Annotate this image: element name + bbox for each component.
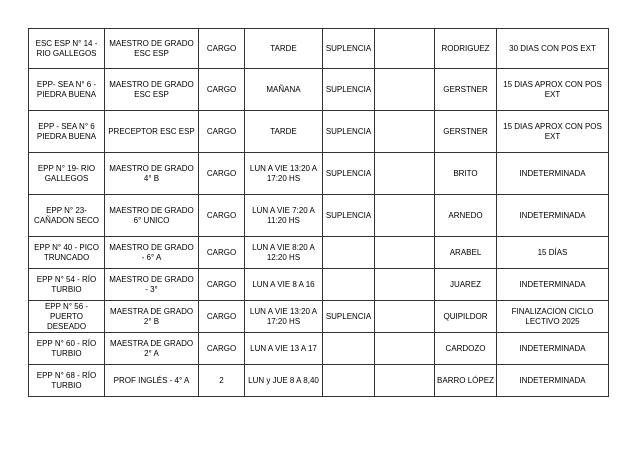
table-row — [29, 29, 609, 69]
cell-blank — [375, 301, 435, 333]
table-row — [29, 365, 609, 397]
cell-status: SUPLENCIA — [323, 29, 375, 69]
cell-schedule: LUN A VIE 8 A 16 — [245, 269, 323, 301]
cell-status: SUPLENCIA — [323, 153, 375, 195]
cell-status: SUPLENCIA — [323, 301, 375, 333]
cell-school: EPP N° 23- CAÑADON SECO — [29, 195, 105, 237]
cell-school: EPP N° 68 - RÍO TURBIO — [29, 365, 105, 397]
cell-position: MAESTRO DE GRADO 4° B — [105, 153, 199, 195]
cell-schedule: LUN A VIE 7:20 A 11:20 HS — [245, 195, 323, 237]
cell-position: PRECEPTOR ESC ESP — [105, 111, 199, 153]
cell-surname: BRITO — [435, 153, 497, 195]
cell-duration: INDETERMINADA — [497, 153, 609, 195]
cell-blank — [375, 195, 435, 237]
table-row — [29, 237, 609, 269]
cell-duration: 15 DIAS APROX CON POS EXT — [497, 69, 609, 111]
cell-surname: ARNEDO — [435, 195, 497, 237]
table-row — [29, 111, 609, 153]
cell-school: EPP N° 60 - RÍO TURBIO — [29, 333, 105, 365]
cell-duration: 15 DÍAS — [497, 237, 609, 269]
cell-type: CARGO — [199, 153, 245, 195]
cell-schedule: LUN A VIE 13:20 A 17:20 HS — [245, 153, 323, 195]
cell-blank — [375, 333, 435, 365]
cell-school: EPP N° 54 - RÍO TURBIO — [29, 269, 105, 301]
cell-schedule: MAÑANA — [245, 69, 323, 111]
table-row — [29, 153, 609, 195]
cell-type: CARGO — [199, 269, 245, 301]
cell-status — [323, 269, 375, 301]
cell-schedule: LUN A VIE 8:20 A 12:20 HS — [245, 237, 323, 269]
cell-type: CARGO — [199, 237, 245, 269]
cell-blank — [375, 365, 435, 397]
cell-surname: QUIPILDOR — [435, 301, 497, 333]
cell-status: SUPLENCIA — [323, 195, 375, 237]
cell-school: EPP - SEA N° 6 PIEDRA BUENA — [29, 111, 105, 153]
cell-surname: CARDOZO — [435, 333, 497, 365]
cell-surname: ARABEL — [435, 237, 497, 269]
cell-status — [323, 237, 375, 269]
table-row — [29, 333, 609, 365]
table-body — [29, 29, 609, 397]
cell-duration: INDETERMINADA — [497, 333, 609, 365]
cell-type: 2 — [199, 365, 245, 397]
cell-status: SUPLENCIA — [323, 111, 375, 153]
cell-surname: GERSTNER — [435, 69, 497, 111]
cell-schedule: TARDE — [245, 111, 323, 153]
table-row — [29, 269, 609, 301]
cell-schedule: TARDE — [245, 29, 323, 69]
table-row — [29, 69, 609, 111]
cell-schedule: LUN y JUE 8 A 8,40 — [245, 365, 323, 397]
cell-blank — [375, 69, 435, 111]
cell-position: MAESTRO DE GRADO - 6° A — [105, 237, 199, 269]
cell-blank — [375, 153, 435, 195]
table-row — [29, 301, 609, 333]
cell-school: EPP N° 19- RIO GALLEGOS — [29, 153, 105, 195]
cell-position: MAESTRO DE GRADO 6° UNICO — [105, 195, 199, 237]
cell-surname: RODRIGUEZ — [435, 29, 497, 69]
cell-duration: 15 DIAS APROX CON POS EXT — [497, 111, 609, 153]
cell-duration: INDETERMINADA — [497, 195, 609, 237]
cell-duration: INDETERMINADA — [497, 365, 609, 397]
cell-type: CARGO — [199, 333, 245, 365]
cell-type: CARGO — [199, 111, 245, 153]
cell-position: PROF INGLÉS - 4° A — [105, 365, 199, 397]
cell-type: CARGO — [199, 301, 245, 333]
cell-type: CARGO — [199, 195, 245, 237]
cell-school: ESC ESP N° 14 - RIO GALLEGOS — [29, 29, 105, 69]
cell-surname: JUAREZ — [435, 269, 497, 301]
cell-type: CARGO — [199, 69, 245, 111]
vacancies-table — [28, 28, 609, 397]
cell-school: EPP- SEA N° 6 - PIEDRA BUENA — [29, 69, 105, 111]
cell-position: MAESTRO DE GRADO - 3° — [105, 269, 199, 301]
cell-position: MAESTRA DE GRADO 2° B — [105, 301, 199, 333]
cell-status — [323, 365, 375, 397]
table-row — [29, 195, 609, 237]
cell-position: MAESTRO DE GRADO ESC ESP — [105, 69, 199, 111]
cell-school: EPP N° 56 - PUERTO DESEADO — [29, 301, 105, 333]
cell-position: MAESTRA DE GRADO 2° A — [105, 333, 199, 365]
cell-blank — [375, 111, 435, 153]
cell-schedule: LUN A VIE 13:20 A 17:20 HS — [245, 301, 323, 333]
cell-surname: GERSTNER — [435, 111, 497, 153]
cell-position: MAESTRO DE GRADO ESC ESP — [105, 29, 199, 69]
cell-type: CARGO — [199, 29, 245, 69]
cell-status: SUPLENCIA — [323, 69, 375, 111]
cell-duration: INDETERMINADA — [497, 269, 609, 301]
cell-blank — [375, 269, 435, 301]
cell-blank — [375, 237, 435, 269]
cell-surname: BARRO LÓPEZ — [435, 365, 497, 397]
cell-duration: 30 DIAS CON POS EXT — [497, 29, 609, 69]
cell-blank — [375, 29, 435, 69]
cell-schedule: LUN A VIE 13 A 17 — [245, 333, 323, 365]
cell-status — [323, 333, 375, 365]
cell-school: EPP N° 40 - PICO TRUNCADO — [29, 237, 105, 269]
cell-duration: FINALIZACION CICLO LECTIVO 2025 — [497, 301, 609, 333]
